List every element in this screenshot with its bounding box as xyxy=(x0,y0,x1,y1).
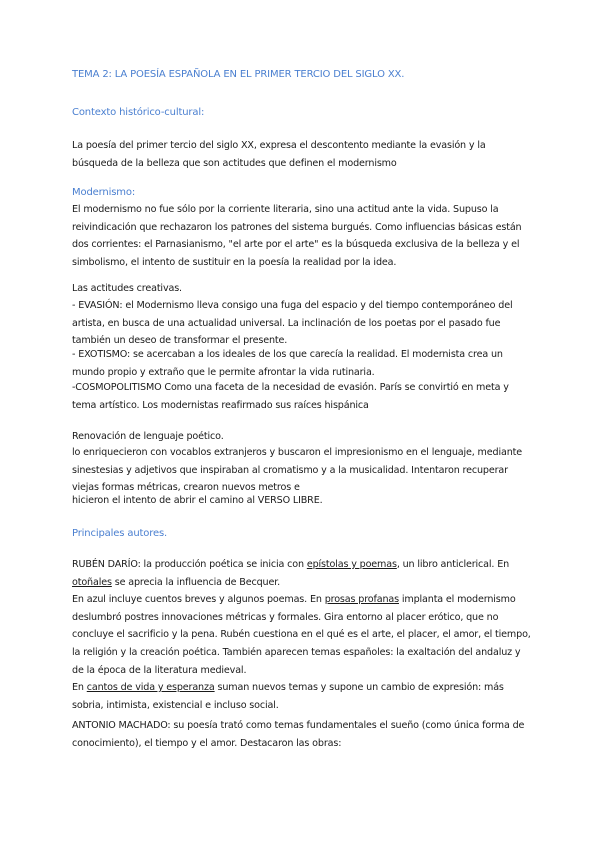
section-heading-contexto: Contexto histórico-cultural: xyxy=(72,107,205,118)
ruben-text: En xyxy=(72,682,87,694)
work-title-prosas-profanas: prosas profanas xyxy=(324,594,399,606)
work-title-cantos: cantos de vida y esperanza xyxy=(86,682,215,694)
actitudes-heading: Las actitudes creativas. xyxy=(72,283,182,294)
renovacion-paragraph-2: hicieron el intento de abrir el camino al VERSO LIBRE. xyxy=(72,495,323,506)
ruben-text: , un libro anticlerical. En xyxy=(396,559,510,570)
ruben-dario-paragraph xyxy=(72,556,532,714)
section-heading-modernismo: Modernismo: xyxy=(72,187,136,198)
work-title-epistolas: epístolas y poemas xyxy=(306,559,397,570)
ruben-text: implanta el modernismo deslumbró postres innovaciones métricas y formales. Gira entorno al placer erótico, que no concluye el sacrificio y la pena. Rubén cuestiona en el qué es el arte, el placer, el amor, el tiempo, la religión y la creación poética. También aparecen temas españoles: la exaltación del andaluz y de la época de la literatura medieval. xyxy=(72,594,531,676)
document-title: TEMA 2: LA POESÍA ESPAÑOLA EN EL PRIMER TERCIO DEL SIGLO XX. xyxy=(72,69,405,80)
section-heading-autores: Principales autores. xyxy=(72,528,168,539)
actitud-cosmopolitismo: -COSMOPOLITISMO Como una faceta de la necesidad de evasión. París se convirtió en meta y tema artístico. Los modernistas reafirmado sus raíces hispánica xyxy=(72,382,509,411)
contexto-paragraph: La poesía del primer tercio del siglo XX, expresa el descontento mediante la evasión y la búsqueda de la belleza que son actitudes que definen el modernismo xyxy=(72,140,486,169)
ruben-text: se aprecia la influencia de Becquer. xyxy=(111,576,281,588)
antonio-machado-paragraph: ANTONIO MACHADO: su poesía trató como temas fundamentales el sueño (como única forma de conocimiento), el tiempo y el amor. Destacaron las obras: xyxy=(72,720,525,749)
actitud-evasion: - EVASIÓN: el Modernismo lleva consigo una fuga del espacio y del tiempo contemporáneo del artista, en busca de una actualidad universal. La inclinación de los poetas por el pasado fue también un deseo de transformar el presente. xyxy=(72,300,513,347)
ruben-text: En azul incluye cuentos breves y algunos poemas. En xyxy=(72,594,325,606)
renovacion-heading: Renovación de lenguaje poético. xyxy=(72,431,224,442)
modernismo-paragraph: El modernismo no fue sólo por la corriente literaria, sino una actitud ante la vida. Supuso la reivindicación que rechazaron los patrones del sistema burgués. Como influencias básicas están dos corrientes: el Parnasianismo, "el arte por el arte" es la búsqueda exclusiva de la belleza y el simbolismo, el intento de sustituir en la poesía la realidad por la idea. xyxy=(72,204,522,268)
work-title-otonales: otoñales xyxy=(72,576,112,588)
ruben-text: suman nuevos temas y supone un cambio de expresión: más sobria, intimista, existencial e incluso social. xyxy=(72,682,504,711)
actitud-exotismo: - EXOTISMO: se acercaban a los ideales de los que carecía la realidad. El modernista crea un mundo propio y extraño que le permite afrontar la vida rutinaria. xyxy=(72,349,503,378)
renovacion-paragraph: lo enriquecieron con vocablos extranjeros y buscaron el impresionismo en el lenguaje, mediante sinestesias y adjetivos que inspiraban al cromatismo y a la musicalidad. Intentaron recuperar viejas formas métricas, crearon nuevos metros e xyxy=(72,447,522,494)
ruben-lead-text: RUBÉN DARÍO: la producción poética se inicia con xyxy=(72,559,307,570)
